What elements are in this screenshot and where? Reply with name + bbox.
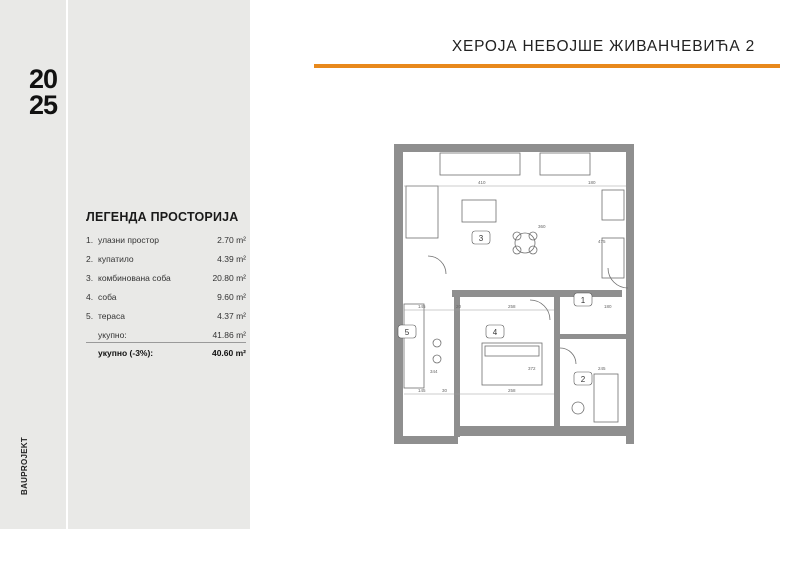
legend-row-num: 1. xyxy=(86,234,94,245)
legend-reduced-label: укупно (-3%): xyxy=(98,347,154,358)
room-number-3: 3 xyxy=(478,234,484,243)
room-number-5: 5 xyxy=(404,328,410,337)
legend-title: ЛЕГЕНДА ПРОСТОРИЈА xyxy=(86,210,239,224)
legend-row-num: 3. xyxy=(86,272,94,283)
year-bottom: 25 xyxy=(28,90,58,120)
room-legend xyxy=(86,210,246,362)
legend-row-area: 9.60 m² xyxy=(217,291,246,302)
brand-logo: BAUPROJEKT xyxy=(20,436,29,495)
legend-total-value: 41.86 m² xyxy=(212,329,246,340)
legend-row-num: 2. xyxy=(86,253,94,264)
dim-room-w: 258 xyxy=(508,304,516,309)
dim-bed-h: 372 xyxy=(528,366,536,371)
floor-plan xyxy=(390,138,640,448)
dim-terrace-h: 344 xyxy=(430,369,438,374)
legend-row xyxy=(86,268,246,287)
dim-wall-b: 20 xyxy=(456,304,462,309)
sidebar-divider xyxy=(66,0,68,529)
legend-row-num: 5. xyxy=(86,310,94,321)
legend-row-num: 4. xyxy=(86,291,94,302)
year-block xyxy=(24,66,62,126)
legend-row-area: 4.37 m² xyxy=(217,310,246,321)
dim-wall-a: 30 xyxy=(442,388,448,393)
legend-row xyxy=(86,230,246,249)
dim-bottom-terrace: 145 xyxy=(418,388,426,393)
room-number-4: 4 xyxy=(492,328,498,337)
legend-row-area: 20.80 m² xyxy=(212,272,246,283)
legend-row-name: тераса xyxy=(98,310,125,321)
legend-reduced-value: 40.60 m² xyxy=(211,347,246,358)
legend-total-label: укупно: xyxy=(98,329,127,340)
dim-top-left: 410 xyxy=(478,180,486,185)
dim-entry-w: 180 xyxy=(604,304,612,309)
sidebar-panel xyxy=(0,0,250,529)
legend-row-area: 2.70 m² xyxy=(217,234,246,245)
dim-bottom-room: 258 xyxy=(508,388,516,393)
page-title: ХЕРОЈА НЕБОЈШЕ ЖИВАНЧЕВИЋА 2 xyxy=(451,38,755,55)
legend-row xyxy=(86,249,246,268)
room-number-1: 1 xyxy=(580,296,586,305)
legend-row-name: улазни простор xyxy=(98,234,159,245)
legend-row xyxy=(86,306,246,325)
room-number-2: 2 xyxy=(580,375,586,384)
legend-reduced-row xyxy=(86,343,246,362)
legend-row xyxy=(86,287,246,306)
legend-row-name: купатило xyxy=(98,253,134,264)
dim-terrace-w: 145 xyxy=(418,304,426,309)
legend-row-name: соба xyxy=(98,291,117,302)
legend-row-name: комбинована соба xyxy=(98,272,171,283)
dim-entry-h: 475 xyxy=(598,239,606,244)
year-top: 20 xyxy=(28,64,58,94)
legend-row-area: 4.39 m² xyxy=(217,253,246,264)
title-underline xyxy=(314,64,780,68)
dim-top-right: 180 xyxy=(588,180,596,185)
dim-living-h: 360 xyxy=(538,224,546,229)
dim-bath-h: 245 xyxy=(598,366,606,371)
